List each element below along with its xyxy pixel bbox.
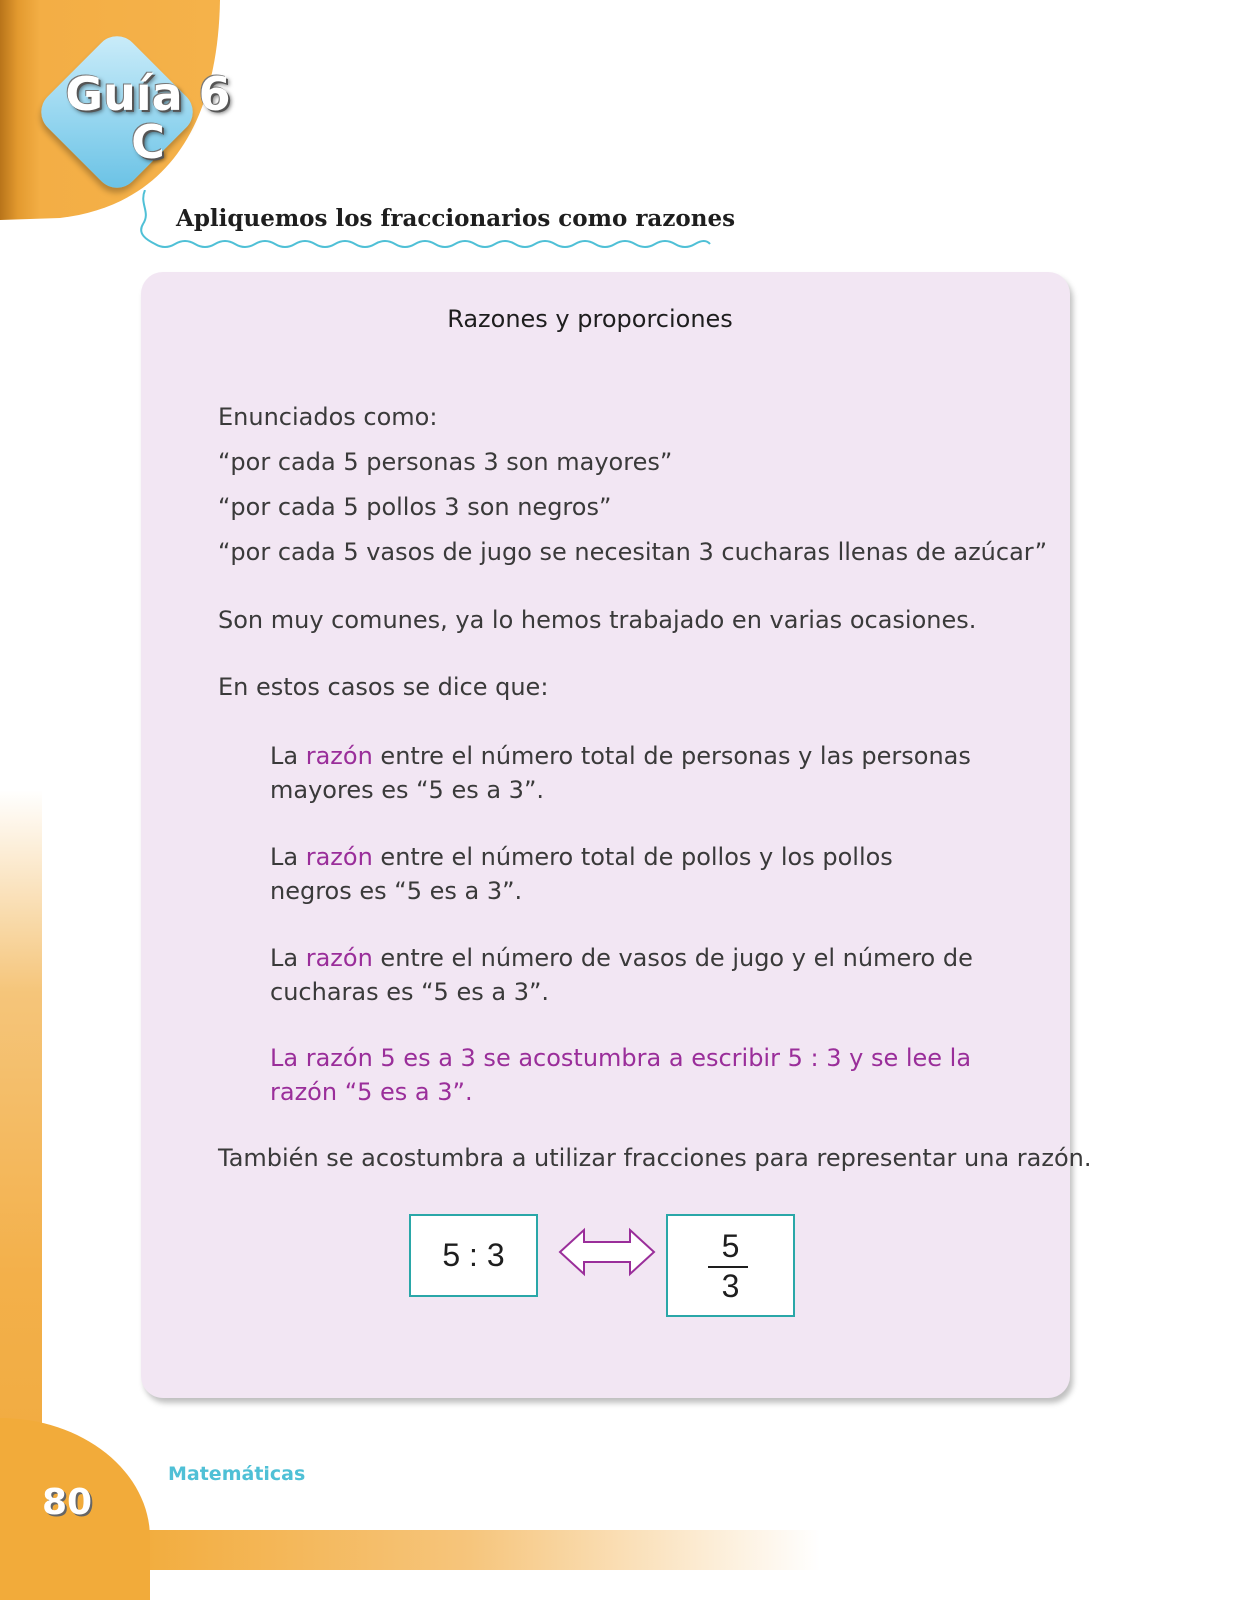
section-title: Apliquemos los fraccionarios como razones [176, 205, 736, 232]
keyword-razon: razón [305, 742, 373, 770]
intro-text: Enunciados como: [218, 403, 438, 431]
double-arrow-icon [558, 1226, 656, 1278]
fraction-denominator: 3 [721, 1268, 740, 1304]
fraction-numerator: 5 [721, 1228, 740, 1264]
quote-2: “por cada 5 pollos 3 son negros” [218, 493, 612, 521]
page-number: 80 [42, 1482, 93, 1523]
card-title: Razones y proporciones [447, 305, 733, 333]
common-text: Son muy comunes, ya lo hemos trabajado en varias ocasiones. [218, 606, 977, 634]
keyword-razon: razón [305, 944, 373, 972]
quote-3: “por cada 5 vasos de jugo se necesitan 3 cucharas llenas de azúcar” [218, 538, 1048, 566]
guide-badge [45, 40, 231, 210]
statement-2: La razón entre el número total de pollos y los pollos negros es “5 es a 3”. [270, 843, 893, 905]
subject-label: Matemáticas [168, 1463, 306, 1485]
quote-1: “por cada 5 personas 3 son mayores” [218, 448, 673, 476]
fraction-note: También se acostumbra a utilizar fracciones para representar una razón. [218, 1144, 1092, 1172]
badge-line-2: C [131, 115, 165, 169]
cases-text: En estos casos se dice que: [218, 673, 549, 701]
ratio-box: 5 : 3 [409, 1214, 538, 1297]
statement-1: La razón entre el número total de personas y las personas mayores es “5 es a 3”. [270, 742, 971, 804]
definition-text: La razón 5 es a 3 se acostumbra a escribir 5 : 3 y se lee la razón “5 es a 3”. [270, 1044, 972, 1106]
statement-3: La razón entre el número de vasos de jugo y el número de cucharas es “5 es a 3”. [270, 944, 973, 1006]
badge-label [63, 67, 233, 169]
bottom-decoration [120, 1530, 820, 1570]
keyword-razon: razón [305, 843, 373, 871]
fraction-box [666, 1214, 795, 1317]
badge-line-1: Guía 6 [65, 67, 231, 121]
